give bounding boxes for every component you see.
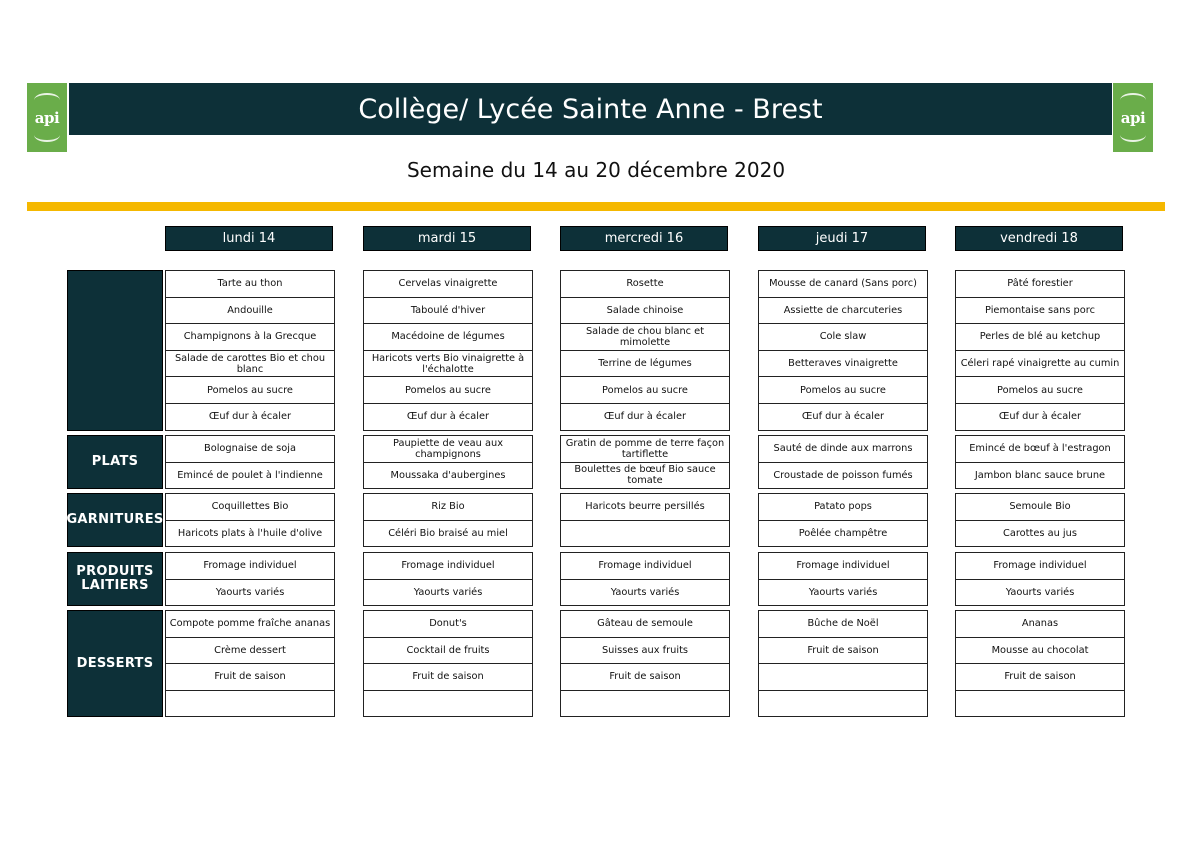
category-label: GARNITURES xyxy=(67,493,163,547)
menu-item: Patato pops xyxy=(758,493,928,521)
menu-item: Céléri Bio braisé au miel xyxy=(363,520,533,548)
menu-item: Taboulé d'hiver xyxy=(363,297,533,325)
menu-item: Yaourts variés xyxy=(955,579,1125,607)
menu-item: Fruit de saison xyxy=(955,663,1125,691)
menu-item: Œuf dur à écaler xyxy=(758,403,928,431)
menu-item: Œuf dur à écaler xyxy=(955,403,1125,431)
menu-item: Yaourts variés xyxy=(363,579,533,607)
menu-item: Coquillettes Bio xyxy=(165,493,335,521)
menu-item: Boulettes de bœuf Bio sauce tomate xyxy=(560,462,730,490)
menu-item: Emincé de poulet à l'indienne xyxy=(165,462,335,490)
menu-item: Œuf dur à écaler xyxy=(165,403,335,431)
menu-item: Yaourts variés xyxy=(560,579,730,607)
menu-item: Semoule Bio xyxy=(955,493,1125,521)
menu-item: Fruit de saison xyxy=(758,637,928,665)
menu-item: Pomelos au sucre xyxy=(165,376,335,404)
menu-item: Fruit de saison xyxy=(363,663,533,691)
menu-item: Sauté de dinde aux marrons xyxy=(758,435,928,463)
menu-item: Piemontaise sans porc xyxy=(955,297,1125,325)
category-label: PRODUITS LAITIERS xyxy=(67,552,163,606)
menu-item: Paupiette de veau aux champignons xyxy=(363,435,533,463)
menu-item: Donut's xyxy=(363,610,533,638)
menu-item: Œuf dur à écaler xyxy=(560,403,730,431)
menu-item: Yaourts variés xyxy=(165,579,335,607)
menu-item: Pomelos au sucre xyxy=(758,376,928,404)
menu-item: Fruit de saison xyxy=(165,663,335,691)
api-logo-left xyxy=(27,83,67,152)
menu-item: Emincé de bœuf à l'estragon xyxy=(955,435,1125,463)
menu-item: Croustade de poisson fumés xyxy=(758,462,928,490)
api-logo-right xyxy=(1113,83,1153,152)
menu-item: Fromage individuel xyxy=(955,552,1125,580)
menu-item: Fromage individuel xyxy=(363,552,533,580)
menu-item: Fromage individuel xyxy=(165,552,335,580)
menu-item xyxy=(758,663,928,691)
day-header: lundi 14 xyxy=(165,226,333,251)
menu-item: Macédoine de légumes xyxy=(363,323,533,351)
week-subtitle: Semaine du 14 au 20 décembre 2020 xyxy=(406,158,786,182)
logo-text: api xyxy=(1120,108,1146,127)
menu-item: Fromage individuel xyxy=(560,552,730,580)
menu-item: Pomelos au sucre xyxy=(955,376,1125,404)
menu-item xyxy=(560,520,730,548)
menu-item: Suisses aux fruits xyxy=(560,637,730,665)
menu-item: Mousse au chocolat xyxy=(955,637,1125,665)
menu-item: Haricots beurre persillés xyxy=(560,493,730,521)
menu-item: Andouille xyxy=(165,297,335,325)
logo-arc-decoration xyxy=(34,128,60,142)
menu-item: Carottes au jus xyxy=(955,520,1125,548)
menu-item: Bûche de Noël xyxy=(758,610,928,638)
category-label: PLATS xyxy=(67,435,163,489)
menu-item: Salade de carottes Bio et chou blanc xyxy=(165,350,335,378)
category-label xyxy=(67,270,163,431)
menu-item: Gâteau de semoule xyxy=(560,610,730,638)
menu-item: Terrine de légumes xyxy=(560,350,730,378)
menu-item: Perles de blé au ketchup xyxy=(955,323,1125,351)
menu-item: Fruit de saison xyxy=(560,663,730,691)
menu-item: Cervelas vinaigrette xyxy=(363,270,533,298)
menu-item xyxy=(758,690,928,718)
logo-arc-decoration xyxy=(34,93,60,107)
menu-item: Riz Bio xyxy=(363,493,533,521)
menu-item: Champignons à la Grecque xyxy=(165,323,335,351)
menu-item: Œuf dur à écaler xyxy=(363,403,533,431)
menu-item: Cole slaw xyxy=(758,323,928,351)
day-header: mercredi 16 xyxy=(560,226,728,251)
menu-item: Cocktail de fruits xyxy=(363,637,533,665)
page-title: Collège/ Lycée Sainte Anne - Brest xyxy=(69,83,1112,135)
menu-item: Céleri rapé vinaigrette au cumin xyxy=(955,350,1125,378)
menu-item: Jambon blanc sauce brune xyxy=(955,462,1125,490)
menu-item xyxy=(560,690,730,718)
menu-item: Fromage individuel xyxy=(758,552,928,580)
menu-item: Pâté forestier xyxy=(955,270,1125,298)
logo-arc-decoration xyxy=(1120,93,1146,107)
menu-item: Poêlée champêtre xyxy=(758,520,928,548)
menu-item: Salade de chou blanc et mimolette xyxy=(560,323,730,351)
menu-item: Crème dessert xyxy=(165,637,335,665)
logo-text: api xyxy=(34,108,60,127)
menu-item: Bolognaise de soja xyxy=(165,435,335,463)
menu-item xyxy=(165,690,335,718)
day-header: mardi 15 xyxy=(363,226,531,251)
category-label: DESSERTS xyxy=(67,610,163,717)
menu-item: Tarte au thon xyxy=(165,270,335,298)
menu-item: Gratin de pomme de terre façon tartiflette xyxy=(560,435,730,463)
menu-item: Ananas xyxy=(955,610,1125,638)
menu-item: Compote pomme fraîche ananas xyxy=(165,610,335,638)
day-header: jeudi 17 xyxy=(758,226,926,251)
menu-item: Pomelos au sucre xyxy=(363,376,533,404)
menu-item: Salade chinoise xyxy=(560,297,730,325)
menu-item xyxy=(363,690,533,718)
menu-item: Assiette de charcuteries xyxy=(758,297,928,325)
menu-item: Yaourts variés xyxy=(758,579,928,607)
menu-item: Mousse de canard (Sans porc) xyxy=(758,270,928,298)
menu-item: Moussaka d'aubergines xyxy=(363,462,533,490)
logo-arc-decoration xyxy=(1120,128,1146,142)
menu-item: Betteraves vinaigrette xyxy=(758,350,928,378)
menu-item: Pomelos au sucre xyxy=(560,376,730,404)
menu-item: Haricots verts Bio vinaigrette à l'échalotte xyxy=(363,350,533,378)
menu-item xyxy=(955,690,1125,718)
divider-rule xyxy=(27,202,1165,211)
menu-item: Rosette xyxy=(560,270,730,298)
menu-item: Haricots plats à l'huile d'olive xyxy=(165,520,335,548)
day-header: vendredi 18 xyxy=(955,226,1123,251)
